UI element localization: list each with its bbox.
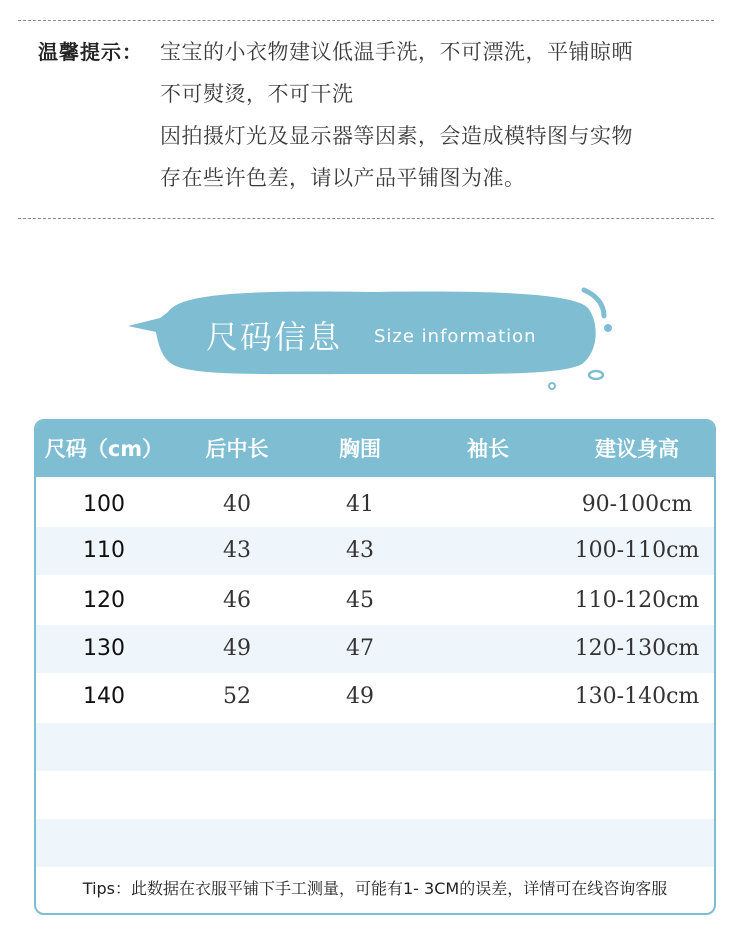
cell-back-length: 43 bbox=[223, 538, 251, 563]
cell-sleeve bbox=[418, 527, 558, 575]
cell-size: 140 bbox=[83, 684, 125, 709]
cell-sleeve bbox=[418, 625, 558, 673]
header-back-length: 后中长 bbox=[205, 437, 269, 461]
cell-height: 110-120cm bbox=[574, 588, 700, 613]
cell-size: 130 bbox=[83, 636, 125, 661]
cell-sleeve bbox=[418, 481, 558, 529]
empty-row bbox=[36, 723, 714, 771]
notice-line: 不可熨烫，不可干洗 bbox=[160, 82, 354, 106]
table-row bbox=[36, 625, 714, 673]
notice-line: 宝宝的小衣物建议低温手洗，不可漂洗，平铺晾晒 bbox=[160, 40, 633, 64]
cell-height: 120-130cm bbox=[574, 636, 700, 661]
header-sleeve: 袖长 bbox=[467, 437, 509, 461]
cell-height: 130-140cm bbox=[574, 684, 700, 709]
measurement-tips: Tips：此数据在衣服平铺下手工测量，可能有1- 3CM的误差，详情可在线咨询客服 bbox=[82, 879, 668, 898]
cell-chest: 41 bbox=[346, 492, 374, 517]
cell-back-length: 49 bbox=[223, 636, 251, 661]
banner-subtitle: Size information bbox=[374, 326, 537, 347]
empty-row bbox=[36, 819, 714, 867]
cell-back-length: 52 bbox=[223, 684, 251, 709]
banner-title: 尺码信息 bbox=[206, 318, 343, 356]
cell-chest: 45 bbox=[346, 588, 374, 613]
cell-sleeve bbox=[418, 577, 558, 625]
table-row bbox=[36, 481, 714, 529]
cell-chest: 43 bbox=[346, 538, 374, 563]
bottom-divider bbox=[18, 218, 714, 219]
header-height: 建议身高 bbox=[595, 437, 679, 461]
cell-back-length: 40 bbox=[223, 492, 251, 517]
notice-line: 因拍摄灯光及显示器等因素，会造成模特图与实物 bbox=[160, 124, 633, 148]
cell-chest: 49 bbox=[346, 684, 374, 709]
size-table bbox=[34, 419, 716, 915]
cell-sleeve bbox=[418, 673, 558, 721]
cell-chest: 47 bbox=[346, 636, 374, 661]
cell-size: 110 bbox=[83, 538, 125, 563]
cell-height: 100-110cm bbox=[574, 538, 700, 563]
table-header bbox=[36, 421, 714, 477]
cell-size: 120 bbox=[83, 588, 125, 613]
table-row bbox=[36, 527, 714, 575]
cell-size: 100 bbox=[83, 492, 125, 517]
empty-row bbox=[36, 771, 714, 819]
notice-label: 温馨提示： bbox=[38, 40, 143, 64]
notice-line: 存在些许色差，请以产品平铺图为准。 bbox=[160, 166, 526, 190]
cell-height: 90-100cm bbox=[581, 492, 693, 517]
header-chest: 胸围 bbox=[339, 437, 381, 461]
cell-back-length: 46 bbox=[223, 588, 251, 613]
table-row bbox=[36, 577, 714, 625]
header-size: 尺码（cm） bbox=[44, 437, 164, 461]
speech-bubble-icon bbox=[120, 282, 620, 394]
table-row bbox=[36, 673, 714, 721]
notice-text bbox=[160, 36, 633, 204]
size-info-banner bbox=[120, 282, 620, 394]
top-divider bbox=[18, 20, 714, 21]
